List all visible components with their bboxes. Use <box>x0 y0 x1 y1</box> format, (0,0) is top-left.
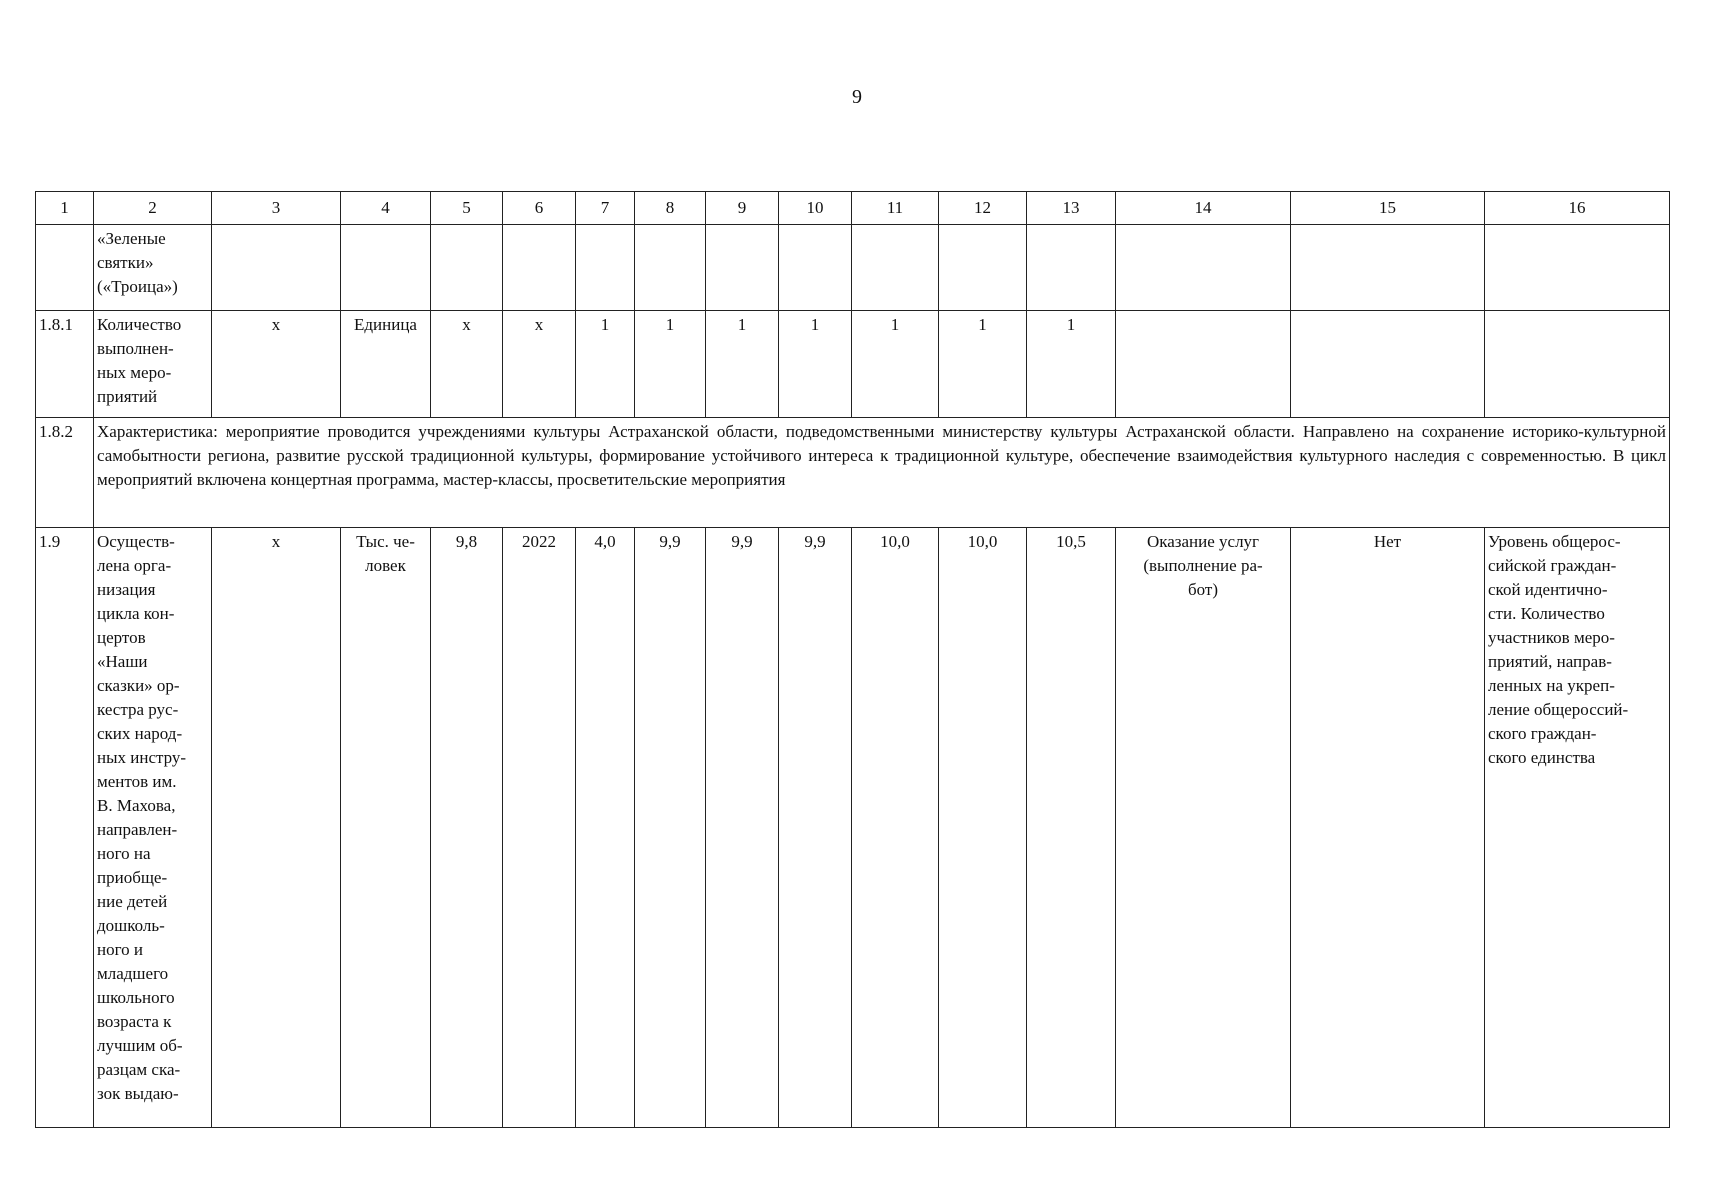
empty-cell <box>779 225 852 311</box>
header-cell-8: 8 <box>635 192 706 225</box>
col13-cell: 10,5 <box>1027 528 1116 1128</box>
empty-cell <box>1291 311 1485 418</box>
empty-cell <box>431 225 503 311</box>
header-cell-3: 3 <box>212 192 341 225</box>
page-number: 9 <box>852 86 862 108</box>
characteristic-text-cell: Характеристика: мероприятие проводится учреждениями культуры Астраханской области, подведомственными министерству культуры Астраханской области. Направлено на сохранение историко-культурной самобытности региона, развитие русской традиционной культуры, формирование устойчивого интереса к традиционной культуре, обеспечение взаимодействия культурного наследия с современностью. В цикл мероприятий включена концертная программа, мастер-классы, просветительские мероприятия <box>94 418 1670 528</box>
cont-name-cell: «Зеленые святки» («Троица») <box>94 225 212 311</box>
header-cell-10: 10 <box>779 192 852 225</box>
empty-cell <box>1116 225 1291 311</box>
header-cell-7: 7 <box>576 192 635 225</box>
col11-cell: 1 <box>852 311 939 418</box>
col7-cell: 4,0 <box>576 528 635 1128</box>
col9-cell: 1 <box>706 311 779 418</box>
empty-cell <box>212 225 341 311</box>
empty-cell <box>635 225 706 311</box>
col11-cell: 10,0 <box>852 528 939 1128</box>
header-cell-15: 15 <box>1291 192 1485 225</box>
table-row-1-8-2 <box>36 418 1670 528</box>
col6-cell: x <box>503 311 576 418</box>
data-table <box>35 191 1670 1128</box>
unit-cell: Единица <box>341 311 431 418</box>
col10-cell: 9,9 <box>779 528 852 1128</box>
table-row-1-9 <box>36 528 1670 1128</box>
row-number-cell: 1.8.2 <box>36 418 94 528</box>
header-cell-1: 1 <box>36 192 94 225</box>
empty-cell <box>576 225 635 311</box>
col12-cell: 1 <box>939 311 1027 418</box>
empty-cell <box>1027 225 1116 311</box>
header-cell-16: 16 <box>1485 192 1670 225</box>
empty-cell <box>341 225 431 311</box>
header-cell-2: 2 <box>94 192 212 225</box>
col3-cell: x <box>212 528 341 1128</box>
header-cell-9: 9 <box>706 192 779 225</box>
header-cell-11: 11 <box>852 192 939 225</box>
header-cell-12: 12 <box>939 192 1027 225</box>
service-type-cell: Оказание услуг (выполнение ра- бот) <box>1116 528 1291 1128</box>
col13-cell: 1 <box>1027 311 1116 418</box>
header-cell-14: 14 <box>1116 192 1291 225</box>
col9-cell: 9,9 <box>706 528 779 1128</box>
empty-cell <box>706 225 779 311</box>
empty-cell <box>1485 311 1670 418</box>
col8-cell: 1 <box>635 311 706 418</box>
empty-cell <box>1291 225 1485 311</box>
empty-cell <box>503 225 576 311</box>
col12-cell: 10,0 <box>939 528 1027 1128</box>
col7-cell: 1 <box>576 311 635 418</box>
col5-cell: x <box>431 311 503 418</box>
cont-num-cell <box>36 225 94 311</box>
unit-cell: Тыс. че- ловек <box>341 528 431 1128</box>
col15-cell: Нет <box>1291 528 1485 1128</box>
col8-cell: 9,9 <box>635 528 706 1128</box>
header-row <box>36 192 1670 225</box>
table-row-continuation <box>36 225 1670 311</box>
empty-cell <box>1485 225 1670 311</box>
empty-cell <box>939 225 1027 311</box>
header-cell-4: 4 <box>341 192 431 225</box>
empty-cell <box>1116 311 1291 418</box>
col3-cell: x <box>212 311 341 418</box>
header-cell-5: 5 <box>431 192 503 225</box>
header-cell-13: 13 <box>1027 192 1116 225</box>
col6-cell: 2022 <box>503 528 576 1128</box>
col10-cell: 1 <box>779 311 852 418</box>
indicator-name-cell: Осуществ- лена орга- низация цикла кон- цертов «Наши сказки» ор- кестра рус- ских народ- ных инстру- ментов им. В. Махова, направлен- ного на приобще- ние детей дошколь- ного и младшего школьного возраста к лучшим об- разцам ска- зок выдаю- <box>94 528 212 1128</box>
indicator-name-cell: Количество выполнен- ных меро- приятий <box>94 311 212 418</box>
header-cell-6: 6 <box>503 192 576 225</box>
row-number-cell: 1.9 <box>36 528 94 1128</box>
row-number-cell: 1.8.1 <box>36 311 94 418</box>
col5-cell: 9,8 <box>431 528 503 1128</box>
table-row-1-8-1 <box>36 311 1670 418</box>
goal-indicator-cell: Уровень общерос- сийской граждан- ской идентично- сти. Количество участников меро- приятий, направ- ленных на укреп- ление общероссий- ского граждан- ского единства <box>1485 528 1670 1128</box>
empty-cell <box>852 225 939 311</box>
